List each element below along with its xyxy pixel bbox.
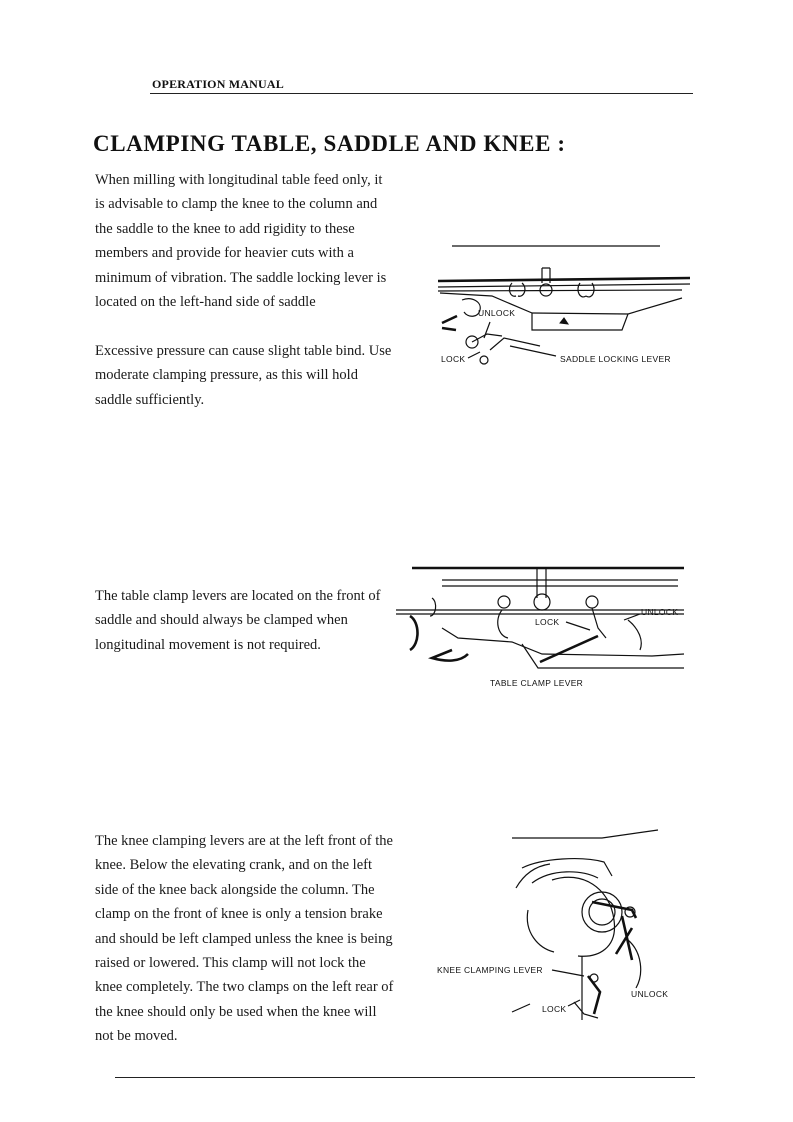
header-rule (150, 93, 693, 94)
saddle-locking-lever-caption: SADDLE LOCKING LEVER (560, 354, 671, 364)
table-clamp-lever-caption: TABLE CLAMP LEVER (490, 678, 584, 688)
pressure-paragraph: Excessive pressure can cause slight table bind. Use moderate clamping pressure, as this will hold saddle sufficiently. (95, 343, 392, 408)
table-lock-label: LOCK (535, 617, 560, 627)
knee-clamp-paragraph: The knee clamping levers are at the left front of the knee. Below the elevating crank, and on the left side of the knee back alongside the column. The clamp on the front of knee is only a tension brake and should be left clamped unless the knee is being raised or lowered. This clamp will not lock the knee completely. The two clamps on the left rear of the knee should only be used when the knee will not be moved. (95, 833, 394, 1045)
saddle-unlock-label: UNLOCK (478, 308, 516, 318)
knee-unlock-label: UNLOCK (631, 989, 669, 999)
running-header: OPERATION MANUAL (152, 77, 284, 91)
knee-clamping-lever-caption: KNEE CLAMPING LEVER (437, 965, 543, 975)
saddle-lever-figure (432, 238, 692, 373)
table-clamp-paragraph: The table clamp levers are located on the front of saddle and should always be clamped when longitudinal movement is not required. (95, 588, 381, 653)
knee-lock-label: LOCK (542, 1004, 567, 1014)
intro-paragraph: When milling with longitudinal table feed only, it is advisable to clamp the knee to the column and the saddle to the knee to add rigidity to these members and provide for heavier cuts with a minimum of vibration. The saddle locking lever is located on the left-hand side of saddle (95, 172, 387, 311)
saddle-lock-label: LOCK (441, 354, 466, 364)
footer-rule (115, 1077, 695, 1078)
knee-clamp-figure (432, 828, 692, 1033)
table-unlock-label: UNLOCK (641, 607, 679, 617)
page-title: CLAMPING TABLE, SADDLE AND KNEE : (93, 131, 566, 156)
table-clamp-figure (392, 558, 692, 693)
